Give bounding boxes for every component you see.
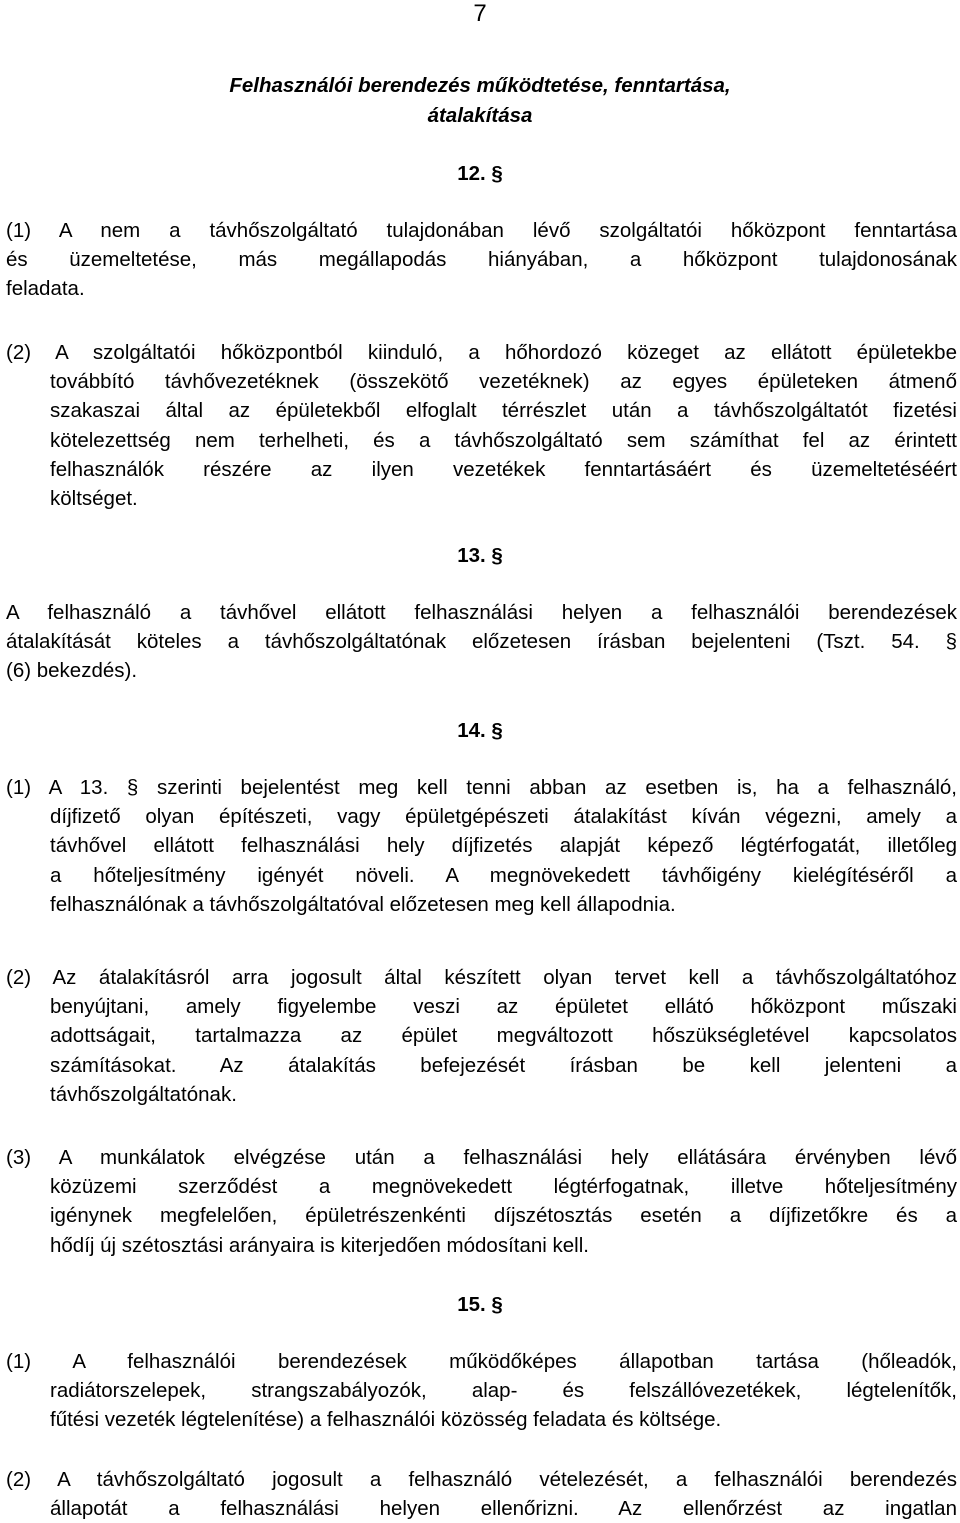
text-line: költséget. xyxy=(50,487,138,511)
text-line: kötelezettség nem terhelheti, és a távhőszolgáltató sem számíthat fel az érintett xyxy=(50,428,957,452)
text-line: átalakítását köteles a távhőszolgáltatónak előzetesen írásban bejelenteni (Tszt. 54. § xyxy=(6,630,957,654)
text-line: A felhasználó a távhővel ellátott felhasználási helyen a felhasználói berendezések xyxy=(6,601,957,624)
text-line: felhasználók részére az ilyen vezetékek fenntartásáért és üzemeltetéséért xyxy=(50,457,957,481)
text-line: (1) A nem a távhőszolgáltató tulajdonában lévő szolgáltatói hőközpont fenntartása xyxy=(6,219,957,242)
text-line: díjfizető olyan építészeti, vagy épületgépészeti átalakítást kíván végezni, amely a xyxy=(50,805,957,829)
text-line: (3) A munkálatok elvégzése után a felhasználási hely ellátására érvényben lévő xyxy=(6,1146,957,1169)
paragraph-15-1 xyxy=(6,1347,957,1435)
text-line: távhővel ellátott felhasználási hely díjfizetés alapját képező légtérfogatát, illetőleg xyxy=(50,834,957,858)
chapter-heading-line-1: Felhasználói berendezés működtetése, fenntartása, xyxy=(229,74,731,97)
text-line: (1) A felhasználói berendezések működőképes állapotban tartása (hőleadók, xyxy=(6,1350,957,1373)
text-line: felhasználónak a távhőszolgáltatóval előzetesen meg kell állapodnia. xyxy=(50,892,676,916)
page-number: 7 xyxy=(473,0,487,27)
text-line: távhőszolgáltatónak. xyxy=(50,1082,237,1106)
text-line: számításokat. Az átalakítás befejezését írásban be kell jelenteni a xyxy=(50,1053,957,1077)
paragraph-14-3 xyxy=(6,1143,957,1260)
text-line: (1) A 13. § szerinti bejelentést meg kell tenni abban az esetben is, ha a felhasználó, xyxy=(6,776,957,799)
section-12-number: 12. § xyxy=(457,162,503,185)
section-15-number: 15. § xyxy=(457,1293,503,1316)
text-line: fűtési vezeték légtelenítése) a felhasználói közösség feladata és költsége. xyxy=(50,1408,722,1432)
text-line: hődíj új szétosztási arányaira is kiterjedően módosítani kell. xyxy=(50,1233,589,1257)
text-line: továbbító távhővezetéknek (összekötő vezetéknek) az egyes épületeken átmenő xyxy=(50,370,957,394)
text-line: állapotát a felhasználási helyen ellenőrizni. Az ellenőrzést az ingatlan xyxy=(50,1497,957,1521)
section-14-number: 14. § xyxy=(457,719,503,742)
text-line: benyújtani, amely figyelembe veszi az épületet ellátó hőközpont műszaki xyxy=(50,995,957,1019)
paragraph-12-1 xyxy=(6,216,957,304)
text-line: (6) bekezdés). xyxy=(6,659,138,683)
paragraph-14-2 xyxy=(6,963,957,1109)
text-line: igénynek megfelelően, épületrészenkénti díjszétosztás esetén a díjfizetőkre és a xyxy=(50,1204,957,1228)
text-line: radiátorszelepek, strangszabályozók, alap- és felszállóvezetékek, légtelenítők, xyxy=(50,1379,957,1403)
text-line: feladata. xyxy=(6,277,85,301)
paragraph-15-2 xyxy=(6,1465,957,1523)
text-line: és üzemeltetése, más megállapodás hiányában, a hőközpont tulajdonosának xyxy=(6,248,957,272)
paragraph-12-2 xyxy=(6,338,957,513)
paragraph-14-1 xyxy=(6,773,957,919)
text-line: (2) A szolgáltatói hőközpontból kiinduló, a hőhordozó közeget az ellátott épületekbe xyxy=(6,341,957,364)
text-line: (2) Az átalakításról arra jogosult által készített olyan tervet kell a távhőszolgáltatóhoz xyxy=(6,966,957,989)
text-line: a hőteljesítmény igényét növeli. A megnövekedett távhőigény kielégítéséről a xyxy=(50,863,957,887)
text-line: adottságait, tartalmazza az épület megváltozott hőszükségletével kapcsolatos xyxy=(50,1024,957,1048)
chapter-heading-line-2: átalakítása xyxy=(427,104,533,127)
section-13-number: 13. § xyxy=(457,544,503,567)
text-line: szakaszai által az épületekből elfoglalt térrészlet után a távhőszolgáltatót fizetési xyxy=(50,399,957,423)
paragraph-13 xyxy=(6,598,957,686)
text-line: közüzemi szerződést a megnövekedett légtérfogatnak, illetve hőteljesítmény xyxy=(50,1175,957,1199)
text-line: (2) A távhőszolgáltató jogosult a felhasználó vételezését, a felhasználói berendezés xyxy=(6,1468,957,1491)
